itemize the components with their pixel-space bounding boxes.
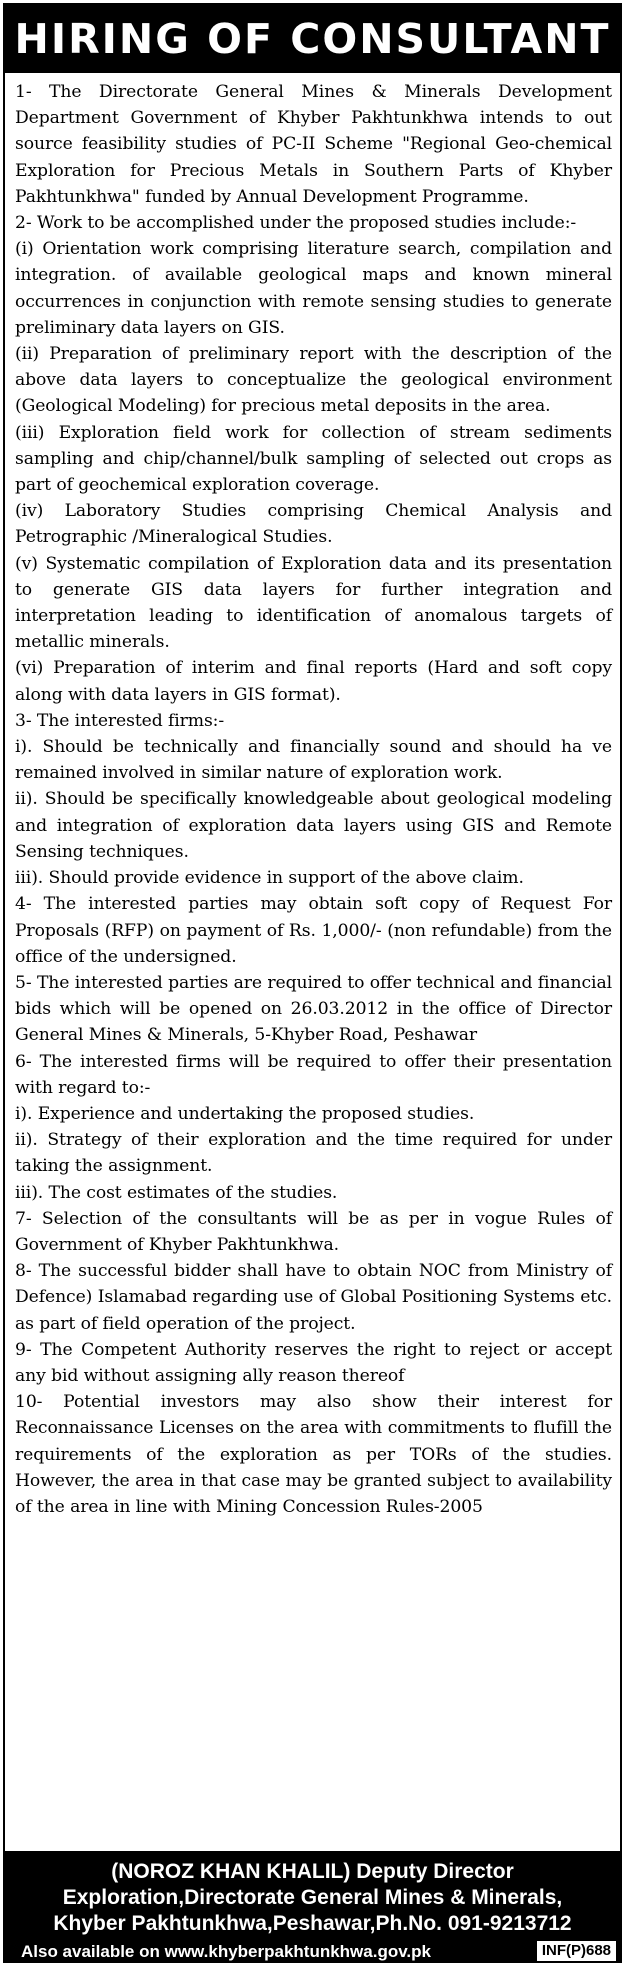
office-line: Exploration,Directorate General Mines & Minerals, [62,1886,563,1909]
website-text: Also available on www.khyberpakhtunkhwa.gov.pk [21,1942,431,1961]
paragraph: (iv) Laboratory Studies comprising Chemical Analysis and Petrographic /Mineralogical Studies. [15,501,612,548]
reference-badge: INF(P)688 [537,1941,616,1961]
paragraph: 8- The successful bidder shall have to obtain NOC from Ministry of Defence) Islamabad regarding use of Global Positioning Systems etc. as part of field operation of the project. [15,1261,612,1334]
paragraph: iii). The cost estimates of the studies. [15,1182,338,1203]
paragraph: 5- The interested parties are required to offer technical and financial bids which will be opened on 26.03.2012 in the office of Director General Mines & Minerals, 5-Khyber Road, Peshawar [15,972,612,1046]
contact-footer [5,1851,620,1961]
paragraph: (iii) Exploration field work for collection of stream sediments sampling and chip/channel/bulk sampling of selected out crops as part of geochemical exploration coverage. [15,422,612,496]
paragraph: ii). Should be specifically knowledgeable about geological modeling and integration of exploration data layers using GIS and Remote Sensing techniques. [15,789,612,862]
paragraph: i). Experience and undertaking the proposed studies. [15,1103,475,1124]
paragraph: 4- The interested parties may obtain soft copy of Request For Proposals (RFP) on payment of Rs. 1,000/- (non refundable) from the office of the undersigned. [15,894,612,967]
paragraph: i). Should be technically and financially sound and should ha ve remained involved in similar nature of exploration work. [15,737,612,784]
paragraph: (i) Orientation work comprising literature search, compilation and integration. of available geological maps and known mineral occurrences in conjunction with remote sensing studies to generate preliminary data layers on GIS. [15,239,612,338]
paragraph: (ii) Preparation of preliminary report with the description of the above data layers to conceptualize the geological environment (Geological Modeling) for precious metal deposits in the area. [15,344,612,417]
paragraph: ii). Strategy of their exploration and the time required for under taking the assignment. [15,1130,612,1177]
ad-title: HIRING OF CONSULTANT [5,5,620,73]
website-line [5,1941,620,1963]
advertisement [3,3,622,1963]
paragraph: 3- The interested firms:- [15,710,225,731]
paragraph: 7- Selection of the consultants will be as per in vogue Rules of Government of Khyber Pakhtunkhwa. [15,1208,612,1255]
paragraph: 6- The interested firms will be required to offer their presentation with regard to:- [15,1051,612,1098]
paragraph: iii). Should provide evidence in support of the above claim. [15,868,524,889]
paragraph: 9- The Competent Authority reserves the right to reject or accept any bid without assigning ally reason thereof [15,1339,612,1386]
signatory-line: (NOROZ KHAN KHALIL) Deputy Director [111,1860,514,1883]
paragraph: 10- Potential investors may also show their interest for Reconnaissance Licenses on the area with commitments to flufill the requirements of the exploration as per TORs of the studies. However, the area in that case may be granted subject to availability of the area in line with Mining Concession Rules-2005 [15,1392,612,1517]
ad-body [5,73,620,1520]
paragraph: 2- Work to be accomplished under the proposed studies include:- [15,213,577,234]
paragraph: (v) Systematic compilation of Exploration data and its presentation to generate GIS data layers for further integration and interpretation leading to identification of anomalous targets of metallic minerals. [15,553,612,653]
address-phone-line: Khyber Pakhtunkhwa,Peshawar,Ph.No. 091-9213712 [53,1912,572,1935]
paragraph: 1- The Directorate General Mines & Minerals Development Department Government of Khyber Pakhtunkhwa intends to out source feasibility studies of PC-II Scheme "Regional Geo-chemical Exploration for Precious Metals in Southern Parts of Khyber Pakhtunkhwa" funded by Annual Development Programme. [15,82,612,207]
paragraph: (vi) Preparation of interim and final reports (Hard and soft copy along with data layers in GIS format). [15,658,612,705]
